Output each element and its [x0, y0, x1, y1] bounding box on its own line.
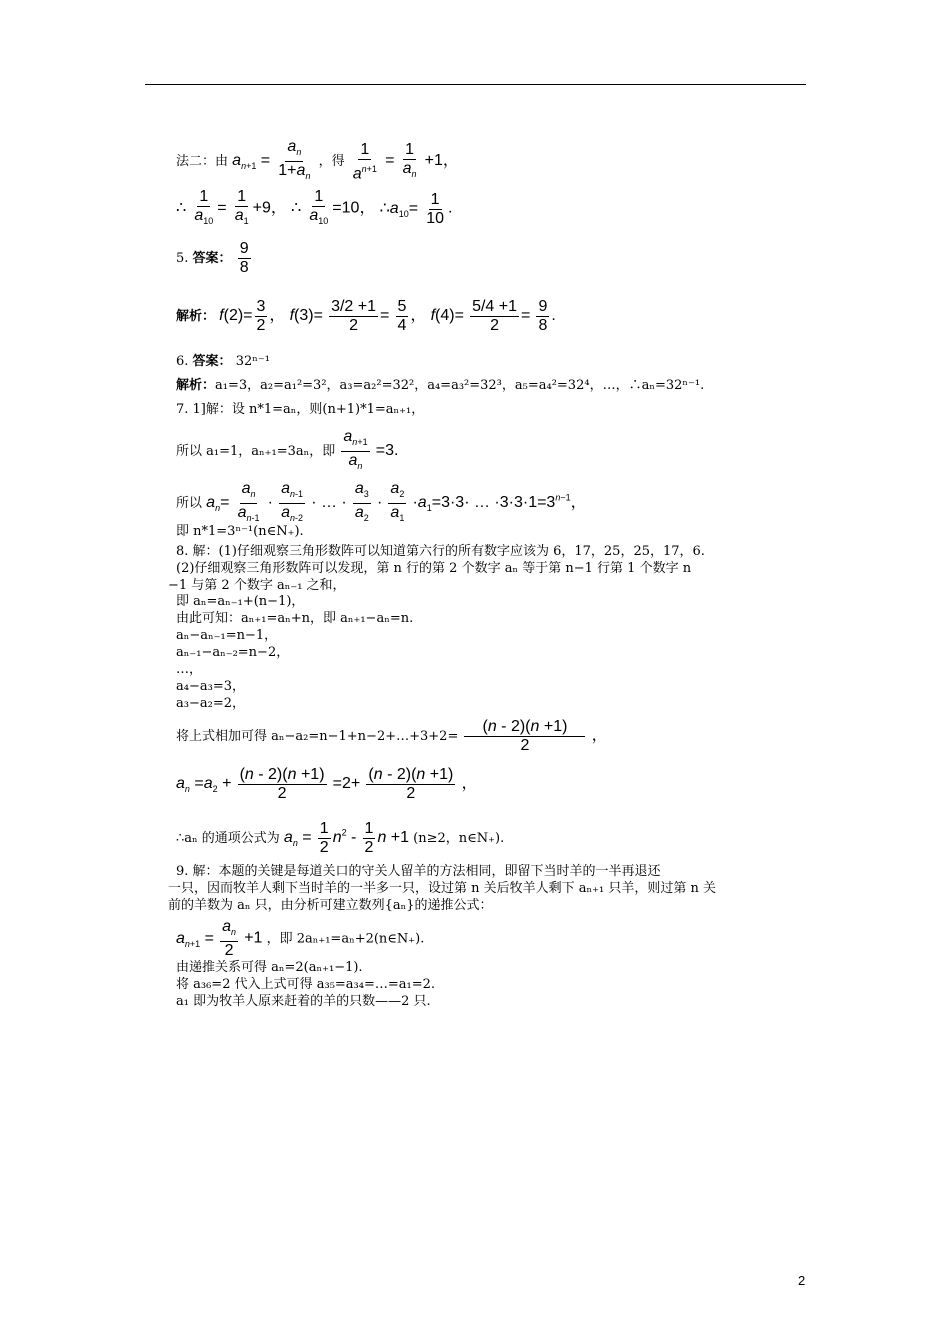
q8-line9: a₄−a₃=3，: [176, 679, 245, 694]
q9-line7: a₁ 即为牧羊人原来赶着的羊的只数——2 只.: [176, 994, 431, 1009]
q7-line4: 即 n*1=3ⁿ⁻¹(n∈N₊).: [176, 524, 304, 539]
page-number: 2: [798, 1273, 806, 1288]
q8-line5: 由此可知：aₙ₊₁=aₙ+n，即 aₙ₊₁−aₙ=n.: [176, 611, 414, 626]
q8-line6: aₙ−aₙ₋₁=n−1，: [176, 628, 278, 643]
q5-answer-line: 5. 答案： $\frac{9}{8}$: [176, 240, 249, 276]
q9-line1: 9. 解：本题的关键是每道关口的守关人留羊的方法相同，即留下当时羊的一半再退还: [176, 864, 661, 879]
analysis-label: 解析：: [176, 309, 216, 324]
q8-line10: a₃−a₂=2，: [176, 696, 245, 711]
q7-line2-prefix: 所以 a₁=1，aₙ₊₁=3aₙ，即: [176, 444, 336, 460]
q6-label: 6.: [176, 354, 189, 369]
q8-line13: ∴aₙ 的通项公式为 $a_n$ = $\frac{1}{2}$ $n^2$ - $\frac{1}{2}$ n +1 (n≥2，n∈N₊).: [176, 820, 505, 856]
q8-line13-prefix: ∴aₙ 的通项公式为: [176, 831, 280, 846]
method2-line: 法二：由 $a_{n+1}$ = $\frac{a_n}{1+a_n}$ ，得 $\frac{1}{a^{n+1}}$ = $\frac{1}{a_n}$ +1，: [176, 138, 459, 182]
q8-line13-suffix: (n≥2，n∈N₊).: [413, 831, 505, 846]
q8-line3: −1 与第 2 个数字 aₙ₋₁ 之和，: [168, 578, 346, 593]
q9-line3: 前的羊数为 aₙ 只，由分析可建立数列{aₙ}的递推公式：: [168, 898, 493, 913]
q8-line12: $a_n =a_2$ + $\frac{(n - 2)(n +1)}{2}$ =2+ $\frac{(n - 2)(n +1)}{2}$ ，: [176, 766, 478, 802]
q6-analysis: a₁=3，a₂=a₁²=3²，a₃=a₂²=32²，a₄=a₃²=32³，a₅=a₄²=32⁴，…，∴aₙ=32ⁿ⁻¹.: [215, 378, 705, 393]
q9-line2: 一只，因而牧羊人剩下当时羊的一半多一只，设过第 n 关后牧羊人剩下 aₙ₊₁ 只羊，则过第 n 关: [168, 881, 716, 896]
q9-line6: 将 a₃₆=2 代入上式可得 a₃₅=a₃₄=…=a₁=2.: [176, 977, 436, 992]
method2-result-line: ∴ $\frac{1}{a_{10}}$ = $\frac{1}{a_1}$ +9， ∴ $\frac{1}{a_{10}}$ =10， $\therefore a_{10}=$ $\frac{1}{10}$ .: [176, 188, 453, 227]
q8-line7: aₙ₋₁−aₙ₋₂=n−2，: [176, 645, 290, 660]
q8-line1: 8. 解：(1)仔细观察三角形数阵可以知道第六行的所有数字应该为 6，17，25，25，17，6.: [176, 544, 705, 559]
method2-get: ，得: [318, 154, 345, 170]
q8-line8: …，: [176, 662, 203, 677]
q7-line2: 所以 a₁=1，aₙ₊₁=3aₙ，即 $\frac{a_{n+1}}{a_n}$ =3.: [176, 428, 399, 472]
q7-line3: 所以 $a_n=$ $\frac{a_n}{a_{n-1}}$ · $\frac{a_{n-1}}{a_{n-2}}$ · … · $\frac{a_3}{a_2}$ · $\frac{a_2}{a_1}$ $\cdot a_1=3\cdot 3\cdot$ … $\cdot 3\cdot 3\cdot 1=3^{n-1}$，: [176, 480, 587, 524]
q7-line3-prefix: 所以: [176, 496, 203, 512]
header-rule: [145, 84, 806, 85]
q5-analysis-line: 解析： f(2)= $\frac{3}{2}$ ， f(3)= $\frac{3/2 +1}{2}$ = $\frac{5}{4}$ ， f(4)= $\frac{5/4 +1}{2}$ = $\frac{9}{8}$ .: [176, 298, 556, 334]
therefore-symbol: ∴: [176, 199, 187, 217]
q6-answer-line: 6. 答案： 32ⁿ⁻¹: [176, 354, 270, 369]
answer-label: 答案：: [192, 251, 232, 266]
q9-line5: 由递推关系可得 aₙ=2(aₙ₊₁−1).: [176, 960, 363, 975]
method2-label: 法二：由: [176, 154, 229, 170]
q8-line11-prefix: 将上式相加可得 aₙ−a₂=n−1+n−2+…+3+2=: [176, 729, 459, 744]
q8-line11: 将上式相加可得 aₙ−a₂=n−1+n−2+…+3+2= $\frac{(n - 2)(n +1)}{2}$ ，: [176, 718, 608, 754]
q9-line4-suffix: ，即 2aₙ₊₁=aₙ+2(n∈N₊).: [266, 931, 425, 947]
q8-line2: (2)仔细观察三角形数阵可以发现，第 n 行的第 2 个数字 aₙ 等于第 n−1 行第 1 个数字 n: [176, 561, 692, 576]
q6-answer: 32ⁿ⁻¹: [235, 354, 270, 369]
q6-analysis-line: 解析：a₁=3，a₂=a₁²=3²，a₃=a₂²=32²，a₄=a₃²=32³，a₅=a₄²=32⁴，…，∴aₙ=32ⁿ⁻¹.: [176, 378, 705, 393]
q9-line4: $a_{n+1}$ = $\frac{a_n}{2}$ +1 ，即 2aₙ₊₁=aₙ+2(n∈N₊).: [176, 918, 425, 960]
q5-label: 5.: [176, 251, 189, 266]
q7-line1: 7. 1]解：设 n*1=aₙ，则(n+1)*1=aₙ₊₁，: [176, 402, 425, 417]
q8-line4: 即 aₙ=aₙ₋₁+(n−1)，: [176, 594, 305, 609]
